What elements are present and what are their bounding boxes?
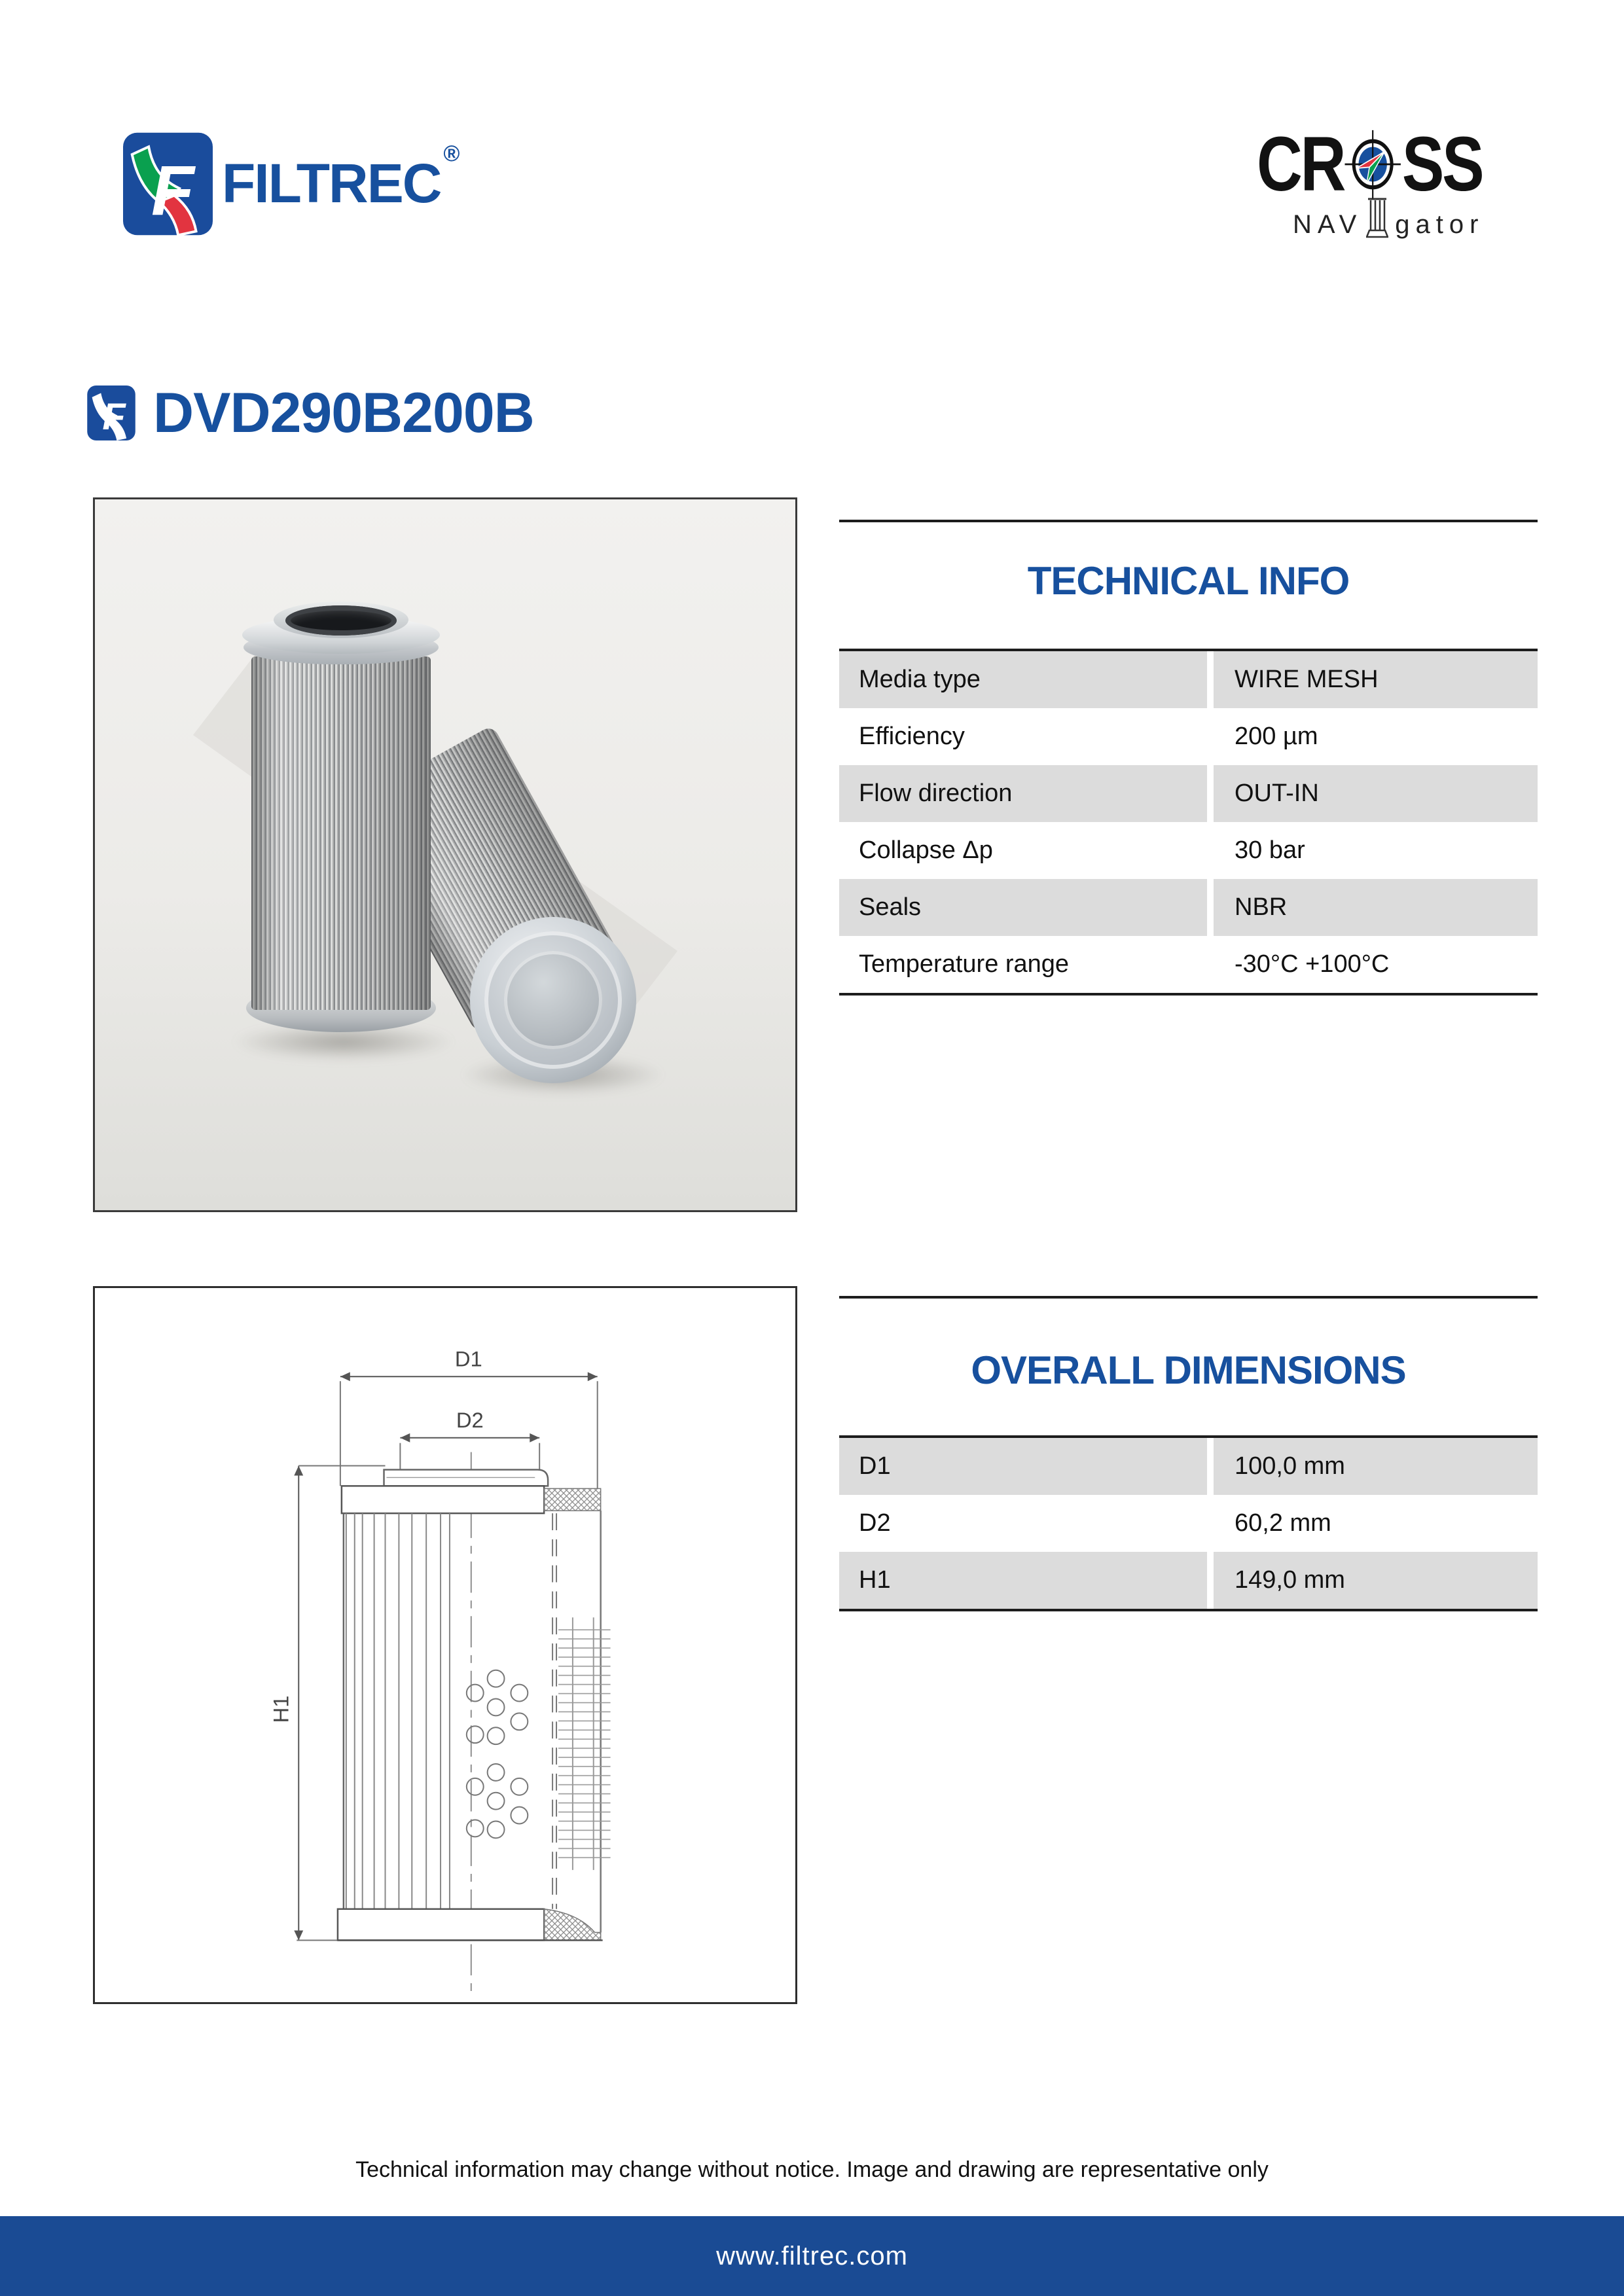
row-label: Collapse Δp: [859, 836, 993, 864]
table-row: [839, 708, 1538, 765]
website-link[interactable]: www.filtrec.com: [716, 2241, 908, 2270]
cross-logo-cr: CR: [1257, 121, 1344, 207]
technical-drawing: [93, 1286, 797, 2004]
row-value: 30 bar: [1235, 836, 1305, 864]
cross-logo-nav: NAV: [1293, 210, 1363, 239]
row-label: H1: [839, 1552, 1207, 1609]
product-code-icon: [86, 386, 136, 440]
drawing-svg: [95, 1288, 795, 2002]
disclaimer-text: Technical information may change without notice. Image and drawing are representative only: [355, 2157, 1269, 2182]
table-row: [839, 1438, 1538, 1495]
row-label: Seals: [839, 879, 1207, 936]
overall-dimensions-title: OVERALL DIMENSIONS: [971, 1348, 1406, 1392]
dim-label-h1: H1: [268, 1695, 293, 1723]
lying-filter-end-cap: [470, 917, 636, 1083]
row-value: NBR: [1214, 879, 1538, 936]
cross-logo-ss: SS: [1401, 121, 1483, 207]
registered-mark: ®: [443, 141, 460, 166]
table-row: [839, 936, 1538, 993]
table-row: [839, 1495, 1538, 1552]
standing-filter-body: [251, 656, 431, 1010]
svg-text:F: F: [151, 151, 194, 230]
row-value: OUT-IN: [1214, 765, 1538, 822]
row-value: WIRE MESH: [1214, 651, 1538, 708]
cross-logo-row1: [1257, 121, 1483, 207]
row-value: 60,2 mm: [1235, 1509, 1331, 1537]
product-title-row: [86, 382, 534, 444]
row-value: 149,0 mm: [1214, 1552, 1538, 1609]
svg-text:F: F: [102, 396, 126, 439]
brand-name: FILTREC: [222, 152, 441, 214]
table-row: [839, 1552, 1538, 1609]
product-photo: [93, 497, 797, 1212]
technical-info-title: TECHNICAL INFO: [1027, 559, 1350, 603]
standing-filter-opening: [285, 605, 397, 636]
technical-info-table: [839, 649, 1538, 996]
lying-filter-cap-ring: [484, 931, 622, 1069]
divider-line-top: [839, 520, 1538, 522]
product-code: DVD290B200B: [153, 382, 534, 444]
divider-line-dimensions: [839, 1296, 1538, 1299]
row-label: D2: [859, 1509, 891, 1537]
table-row: [839, 822, 1538, 879]
row-label: Efficiency: [859, 723, 965, 750]
filtrec-logo-mark-icon: [123, 131, 213, 237]
dim-label-d2: D2: [456, 1407, 484, 1432]
table-row: [839, 879, 1538, 936]
cross-navigator-logo: [1257, 121, 1532, 240]
row-value: -30°C +100°C: [1235, 950, 1390, 978]
dim-label-d1: D1: [454, 1346, 482, 1371]
footer-bar: [0, 2216, 1624, 2296]
row-value: 100,0 mm: [1214, 1438, 1538, 1495]
row-label: Flow direction: [839, 765, 1207, 822]
row-label: Media type: [839, 651, 1207, 708]
lying-filter-cap-center: [504, 951, 602, 1049]
cross-logo-gator: gator: [1395, 210, 1485, 239]
table-row: [839, 765, 1538, 822]
filtrec-logo: [123, 131, 460, 237]
compass-icon: [1345, 126, 1401, 203]
row-label: Temperature range: [859, 950, 1070, 978]
row-value: 200 µm: [1235, 723, 1318, 750]
row-label: D1: [839, 1438, 1207, 1495]
table-row: [839, 651, 1538, 708]
overall-dimensions-table: [839, 1435, 1538, 1611]
